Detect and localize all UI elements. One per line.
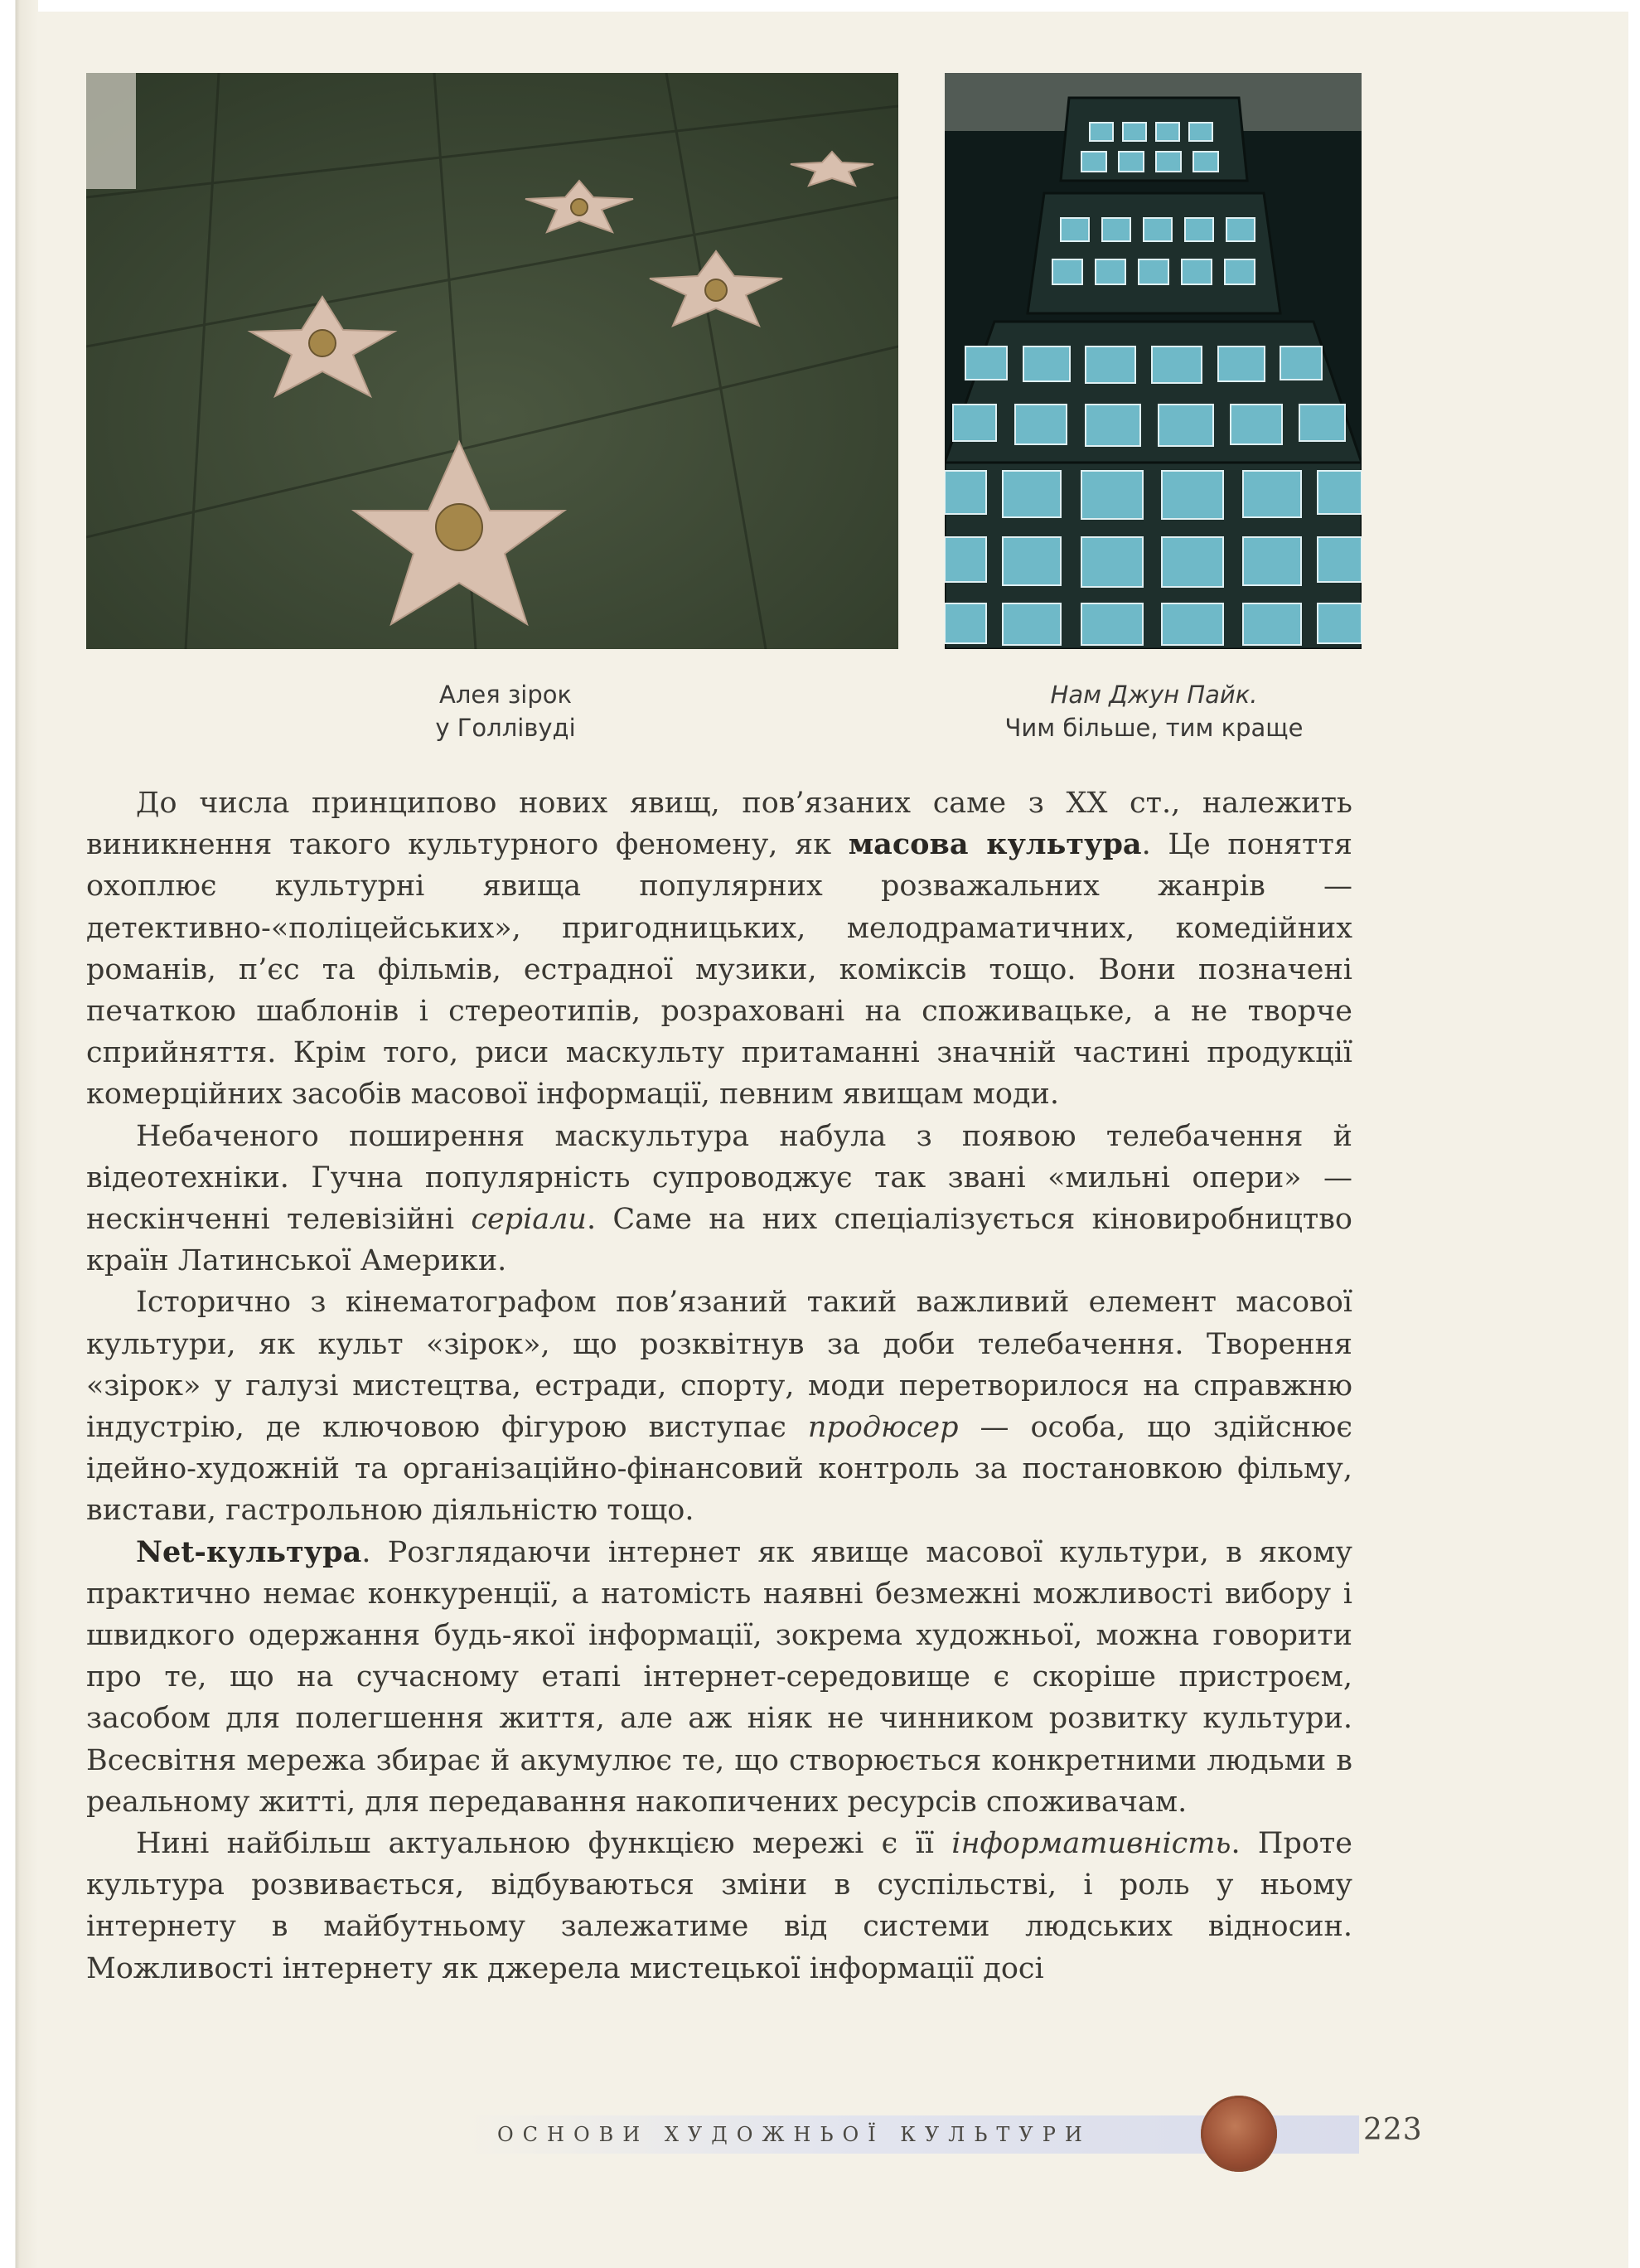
text-run: До числа принципово нових явищ, пов’язаних саме з XX ст., належить виникнення такого культурного феномену, як: [86, 787, 1352, 862]
running-title: ОСНОВИ ХУДОЖНЬОЇ КУЛЬТУРИ: [497, 2123, 1091, 2146]
page-number: 223: [1363, 2113, 1423, 2147]
text-run: — особа, що здійснює ідейно-художній та організаційно-фінансовий контроль за постановкою фільму, вистави, гастрольною діяльністю тощо.: [86, 1411, 1352, 1528]
text-run: Небаченого поширення маскультура набула з появою телебачення й відеотехніки. Гучна популярність супроводжує так звані «мильні опери» — нескінченні телевізійні: [86, 1119, 1352, 1237]
caption-line: у Голлівуді: [435, 714, 576, 742]
term-net-culture: Net-культура: [136, 1534, 362, 1569]
paragraph-star-cult: [86, 1282, 1352, 1531]
text-run: . Проте культура розвивається, відбуваються зміни в суспільстві, і роль у ньому інтернету в майбутньому залежатиме від системи людських відносин. Можливості інтернету як джерела мистецької інформації досі: [86, 1827, 1352, 1985]
scan-right-margin: [1628, 0, 1640, 2268]
book-spine-edge: [0, 0, 38, 2268]
paragraph-mass-culture: [86, 783, 1352, 1116]
paragraph-net-culture: [86, 1532, 1352, 1823]
series-emblem-icon: [1201, 2096, 1277, 2172]
figure-caption-walk-of-fame: [365, 678, 646, 744]
walk-of-fame-photo: [86, 73, 898, 649]
caption-title: Чим більше, тим краще: [1004, 714, 1304, 742]
term-producer: продюсер: [807, 1411, 959, 1445]
term-serials: серіали: [471, 1203, 587, 1237]
text-run: Історично з кінематографом пов’язаний такий важливий елемент масової культури, як культ «зірок», що розквітнув за доби телебачення. Творення «зірок» у галузі мистецтва, естради, спорту, моди перетворилося на справжню індустрію, де ключовою фігурою виступає: [86, 1286, 1352, 1445]
paragraph-informativeness: [86, 1823, 1352, 1989]
text-run: . Це поняття охоплює культурні явища популярних розважальних жанрів — детективно-«поліцейських», пригодницьких, мелодраматичних, комедійних романів, п’єс та фільмів, естрадної музики, коміксів тощо. Вони позначені печаткою шаблонів і стереотипів, розраховані на споживацьке, а не творче сприйняття. Крім того, риси маскульту притаманні значній частині продукції комерційних засобів масової інформації, певним явищам моди.: [86, 828, 1352, 1112]
article-body: [86, 783, 1352, 1989]
term-informativeness: інформативність: [951, 1827, 1231, 1861]
text-run: . Саме на них спеціалізується кіновиробництво країн Латинської Америки.: [86, 1203, 1352, 1278]
text-run: . Розглядаючи інтернет як явище масової культури, в якому практично немає конкуренції, а натомість наявні безмежні можливості вибору і швидкого одержання будь-якої інформації, зокрема художньої, можна говорити про те, що на сучасному етапі інтернет-середовище є скоріше пристроєм, засобом для полегшення життя, але аж ніяк не чинником розвитку культури. Всесвітня мережа збирає й акумулює те, що створюється конкретними людьми в реальному житті, для передавання накопичених ресурсів споживачам.: [86, 1535, 1352, 1819]
caption-line: Алея зірок: [438, 681, 573, 709]
text-run: Нині найбільш актуальною функцією мережі є її: [136, 1827, 952, 1861]
paragraph-tv-serials: [86, 1116, 1352, 1282]
scan-top-margin: [0, 0, 1640, 12]
term-mass-culture: масова культура: [848, 827, 1142, 862]
figure-caption-tv-tower: [945, 678, 1363, 744]
tv-tower-photo: [945, 73, 1362, 649]
caption-author: Нам Джун Пайк.: [1050, 681, 1258, 709]
